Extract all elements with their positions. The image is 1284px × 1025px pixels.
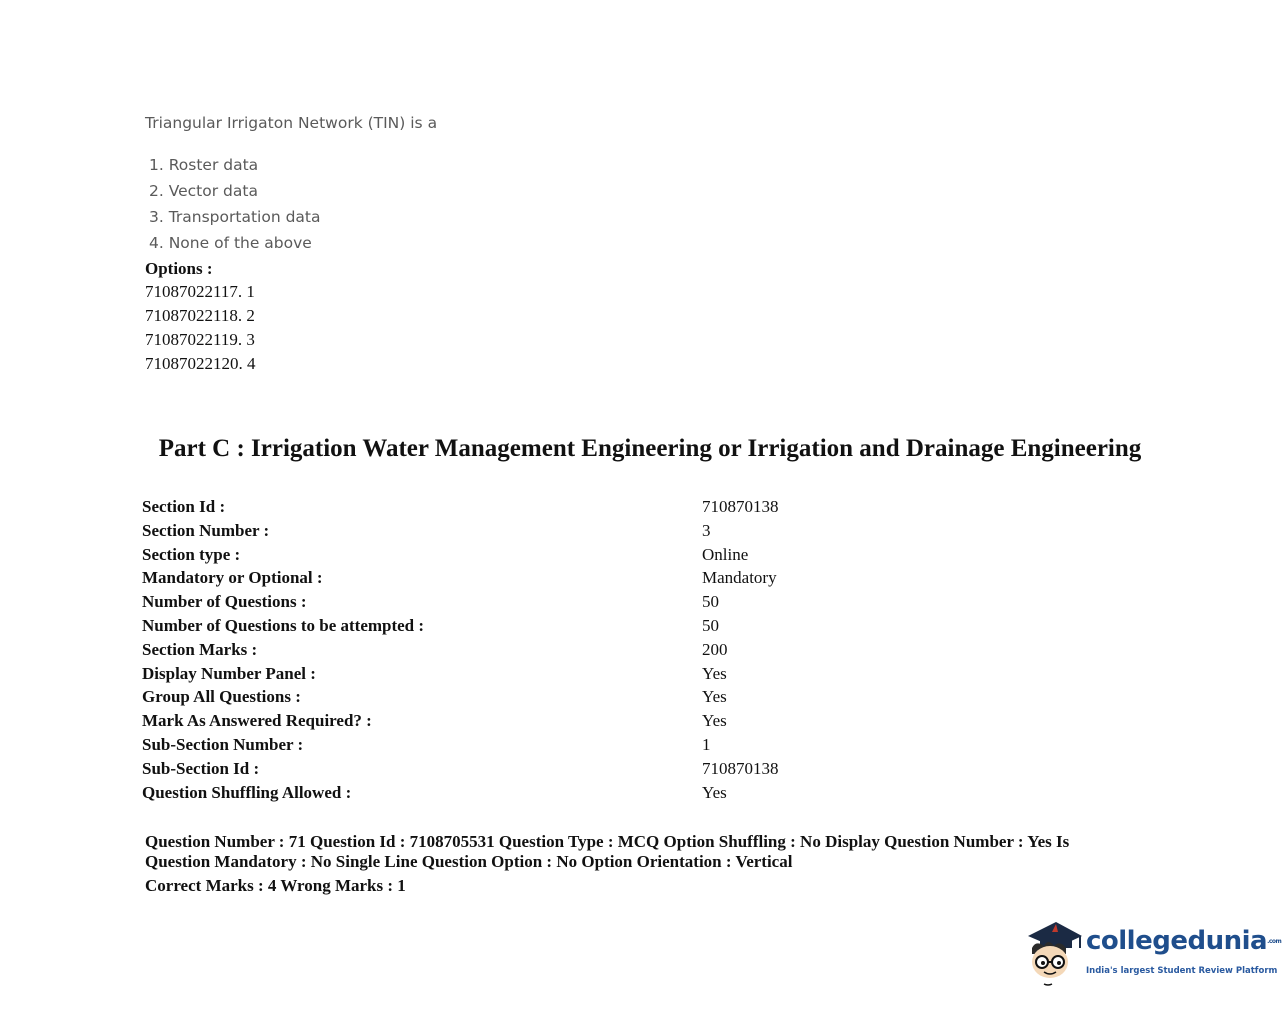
row-label: Mark As Answered Required? : <box>142 711 372 731</box>
choice-item: 3. Transportation data <box>149 208 321 226</box>
row-value: Online <box>702 544 749 564</box>
table-row <box>142 781 779 805</box>
table-row <box>142 757 779 781</box>
row-label: Number of Questions : <box>142 592 307 612</box>
row-value: 50 <box>702 615 719 635</box>
question-block <box>145 114 437 376</box>
table-row <box>142 614 779 638</box>
row-label: Display Number Panel : <box>142 663 316 683</box>
choice-item: 4. None of the above <box>149 234 312 252</box>
collegedunia-logo <box>1022 918 1282 988</box>
logo-wordmark <box>1086 926 1281 956</box>
row-label: Sub-Section Number : <box>142 734 304 754</box>
row-label: Section Number : <box>142 520 270 540</box>
table-row <box>142 590 779 614</box>
table-row <box>142 733 779 757</box>
question-text: Triangular Irrigaton Network (TIN) is a <box>145 114 438 132</box>
option-item: 71087022120. 4 <box>145 354 256 373</box>
row-label: Group All Questions : <box>142 687 301 707</box>
options-list <box>145 280 437 376</box>
logo-name: collegedunia <box>1086 926 1268 956</box>
row-value: Yes <box>702 782 727 802</box>
row-value: Mandatory <box>702 568 777 588</box>
question-meta: Question Number : 71 Question Id : 7108705531 Question Type : MCQ Option Shuffling : No Display Question Number : Yes Is Question Mandatory : No Single Line Question Option : No Option Orientation : Vertical <box>145 832 1070 871</box>
table-row <box>142 709 779 733</box>
row-label: Mandatory or Optional : <box>142 568 323 588</box>
row-value: Yes <box>702 687 727 707</box>
row-value: 50 <box>702 592 719 612</box>
choice-item: 1. Roster data <box>149 156 259 174</box>
table-row <box>142 495 779 519</box>
logo-tagline: India's largest Student Review Platform <box>1086 966 1278 976</box>
row-label: Question Shuffling Allowed : <box>142 782 352 802</box>
table-row <box>142 662 779 686</box>
row-value: 200 <box>702 639 728 659</box>
row-value: 710870138 <box>702 497 779 516</box>
row-value: Yes <box>702 663 727 683</box>
options-title: Options : <box>145 259 213 278</box>
logo-suffix: .com <box>1267 938 1282 945</box>
table-row <box>142 638 779 662</box>
option-item: 71087022118. 2 <box>145 306 255 325</box>
row-label: Section Marks : <box>142 639 258 659</box>
option-item: 71087022119. 3 <box>145 330 255 349</box>
mascot-icon <box>1022 918 1084 988</box>
section-info-table <box>142 495 779 804</box>
question-marks: Correct Marks : 4 Wrong Marks : 1 <box>145 876 406 895</box>
row-value: 1 <box>702 734 711 754</box>
part-title: Part C : Irrigation Water Management Engineering or Irrigation and Drainage Engineering <box>158 435 1142 462</box>
option-item: 71087022117. 1 <box>145 282 255 301</box>
table-row <box>142 519 779 543</box>
question-choices <box>145 152 437 256</box>
row-value: 710870138 <box>702 758 779 778</box>
row-value: Yes <box>702 711 727 731</box>
row-label: Number of Questions to be attempted : <box>142 615 425 635</box>
table-row <box>142 685 779 709</box>
table-row <box>142 543 779 567</box>
row-label: Sub-Section Id : <box>142 758 260 778</box>
row-label: Section Id : <box>142 497 226 516</box>
choice-item: 2. Vector data <box>149 182 258 200</box>
row-value: 3 <box>702 520 711 540</box>
table-row <box>142 566 779 590</box>
row-label: Section type : <box>142 544 241 564</box>
